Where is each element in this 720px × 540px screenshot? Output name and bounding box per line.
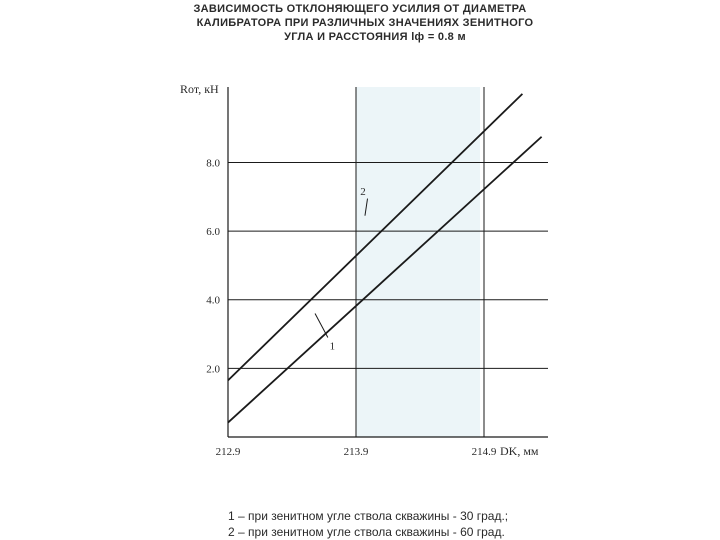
y-tick-label: 2.0 <box>206 363 220 376</box>
legend-item-2: 2 – при зенитном угле ствола скважины - 60 град. <box>228 525 505 539</box>
y-axis-label: Rот, кН <box>180 82 219 96</box>
y-tick-label: 6.0 <box>206 226 220 239</box>
x-tick-label: 214.9 <box>471 446 497 458</box>
title-line-1: ЗАВИСИМОСТЬ ОТКЛОНЯЮЩЕГО УСИЛИЯ ОТ ДИАМЕТРА <box>193 3 527 15</box>
x-axis-label: DK, мм <box>500 444 539 458</box>
leader-line-1 <box>315 313 328 337</box>
curve-label-1: 1 <box>329 340 336 353</box>
y-tick-label: 4.0 <box>206 294 220 307</box>
background-band <box>356 87 480 437</box>
x-tick-label: 212.9 <box>215 446 241 458</box>
curve-label-2: 2 <box>360 185 366 198</box>
y-tick-label: 8.0 <box>206 157 220 170</box>
x-tick-label: 213.9 <box>343 446 369 458</box>
legend <box>228 508 508 540</box>
title-line-2: КАЛИБРАТОРА ПРИ РАЗЛИЧНЫХ ЗНАЧЕНИЯХ ЗЕНИТНОГО <box>196 17 534 29</box>
legend-item-1: 1 – при зенитном угле ствола скважины - 30 град.; <box>228 509 509 523</box>
title-line-3: УГЛА И РАССТОЯНИЯ lф = 0.8 м <box>284 31 466 43</box>
